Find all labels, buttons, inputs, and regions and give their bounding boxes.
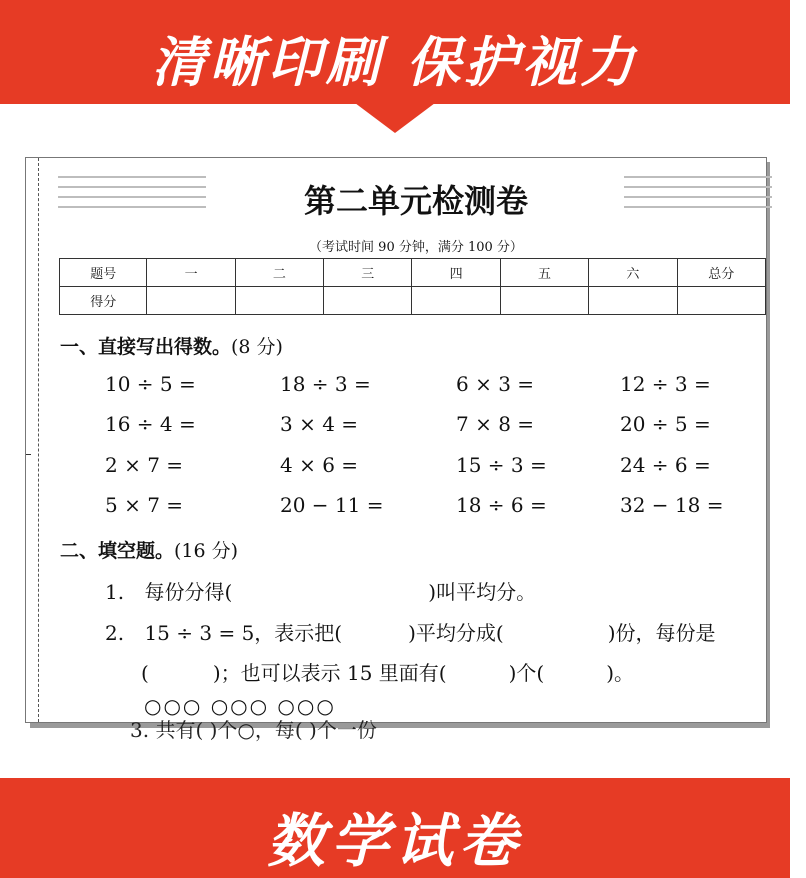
question-text: (	[141, 661, 149, 685]
bottom-banner	[0, 778, 790, 878]
score-input-cell[interactable]	[500, 287, 588, 315]
top-banner-title: 清晰印刷 保护视力	[151, 31, 639, 94]
question-text: 每份分得(	[144, 580, 233, 604]
score-table-cell: 三	[324, 259, 412, 287]
score-table	[59, 258, 766, 315]
equation: 3 × 4 =	[280, 412, 359, 436]
equation: 20 ÷ 5 =	[620, 412, 711, 436]
score-table-cell: 题号	[60, 259, 147, 287]
question-text: )平均分成(	[408, 621, 504, 645]
equation: 18 ÷ 3 =	[280, 372, 371, 396]
score-table-cell: 得分	[60, 287, 147, 315]
section2-title: 二、填空题。	[60, 540, 175, 562]
score-table-cell: 总分	[677, 259, 765, 287]
exam-title: 第二单元检测卷	[303, 182, 528, 220]
equation: 15 ÷ 3 =	[456, 453, 547, 477]
question-text: )；也可以表示 15 里面有(	[212, 661, 447, 685]
equation: 12 ÷ 3 =	[620, 372, 711, 396]
equation: 16 ÷ 4 =	[105, 412, 196, 436]
question-2-line-2	[141, 657, 634, 686]
exam-subtitle: （考试时间 90 分钟，满分 100 分）	[309, 240, 523, 255]
question-number: 2.	[105, 621, 125, 645]
bottom-banner-title: 数学试卷	[266, 807, 523, 875]
score-input-cell[interactable]	[235, 287, 323, 315]
question-2-line-1	[105, 617, 716, 646]
equation: 2 × 7 =	[105, 453, 184, 477]
score-input-cell[interactable]	[412, 287, 500, 315]
circle-groups: ○○○ ○○○ ○○○	[144, 694, 336, 718]
equation: 20 − 11 =	[280, 493, 384, 517]
equation: 32 − 18 =	[620, 493, 724, 517]
question-text: )个(	[508, 661, 545, 685]
score-input-cell[interactable]	[677, 287, 765, 315]
question-text: 15 ÷ 3 = 5，表示把(	[144, 621, 343, 645]
score-table-cell: 四	[412, 259, 500, 287]
question-text: )份，每份是	[607, 621, 716, 645]
section1-heading	[60, 332, 283, 359]
score-input-cell[interactable]	[589, 287, 677, 315]
section2-points: (16 分)	[174, 540, 239, 562]
score-table-cell: 五	[500, 259, 588, 287]
question-text: )叫平均分。	[428, 580, 537, 604]
section1-points: (8 分)	[231, 336, 283, 358]
equation: 24 ÷ 6 =	[620, 453, 711, 477]
top-banner	[0, 0, 790, 104]
score-input-cell[interactable]	[324, 287, 412, 315]
question-number: 1.	[105, 580, 125, 604]
section2-heading	[60, 536, 238, 563]
question-3-cut: 3. 共有( )个○，每( )个一份	[130, 718, 377, 742]
score-table-header-row	[60, 259, 766, 287]
section1-title: 一、直接写出得数。	[60, 336, 232, 358]
question-text: )。	[606, 661, 635, 685]
exam-paper	[25, 157, 767, 742]
equation: 18 ÷ 6 =	[456, 493, 547, 517]
score-input-cell[interactable]	[147, 287, 235, 315]
score-table-cell: 一	[147, 259, 235, 287]
equation: 4 × 6 =	[280, 453, 359, 477]
equation: 10 ÷ 5 =	[105, 372, 196, 396]
equation: 7 × 8 =	[456, 412, 535, 436]
score-table-score-row	[60, 287, 766, 315]
equation: 5 × 7 =	[105, 493, 184, 517]
banner-notch	[355, 103, 435, 133]
score-table-cell: 六	[589, 259, 677, 287]
score-table-cell: 二	[235, 259, 323, 287]
question-1	[105, 576, 536, 605]
edge-tick	[26, 454, 31, 455]
equation: 6 × 3 =	[456, 372, 535, 396]
